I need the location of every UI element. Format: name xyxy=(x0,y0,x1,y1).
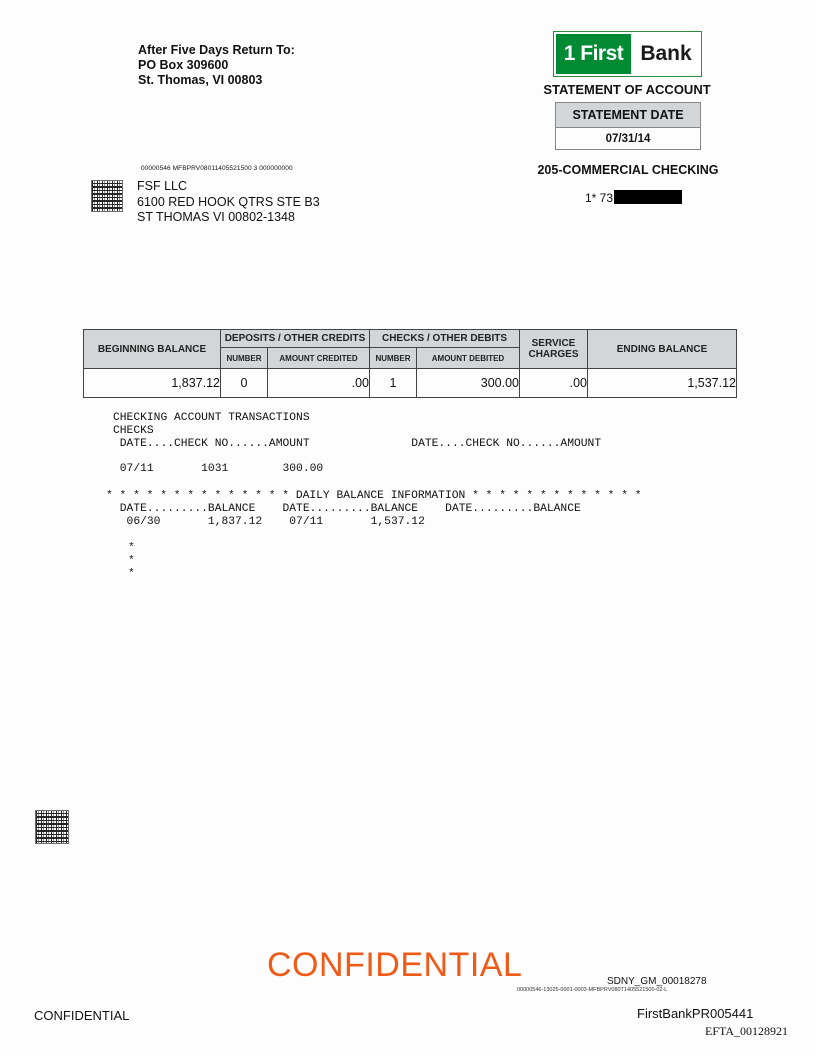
statement-date-label: STATEMENT DATE xyxy=(556,103,700,128)
first-bank-logo xyxy=(553,31,702,77)
confidential-label: CONFIDENTIAL xyxy=(34,1008,130,1023)
account-type: 205-COMMERCIAL CHECKING xyxy=(537,163,719,177)
addressee-name: FSF LLC xyxy=(137,179,188,193)
daily-balance-banner: * * * * * * * * * * * * * * DAILY BALANCE INFORMATION * * * * * * * * * * * * * xyxy=(106,490,642,502)
efta-number: EFTA_00128921 xyxy=(705,1024,789,1038)
confidential-stamp: CONFIDENTIAL xyxy=(267,946,523,984)
amount-debited-value: 300.00 xyxy=(417,369,520,398)
return-address-line: St. Thomas, VI 00803 xyxy=(138,73,263,87)
header-deposits: DEPOSITS / OTHER CREDITS xyxy=(221,330,370,348)
statement-title: STATEMENT OF ACCOUNT xyxy=(543,82,711,97)
daily-balance-row: 06/30 1,837.12 07/11 1,537.12 xyxy=(113,516,425,528)
qr-code-icon xyxy=(35,810,69,844)
bates-number: FirstBankPR005441 xyxy=(637,1006,754,1021)
account-number xyxy=(585,190,682,205)
return-address-line: PO Box 309600 xyxy=(138,58,229,72)
deposits-number-value: 0 xyxy=(221,369,268,398)
trailing-mark: * xyxy=(128,542,135,554)
addressee-block xyxy=(137,179,320,226)
daily-balance-header: DATE.........BALANCE DATE.........BALANCE DATE.........BALANCE xyxy=(113,503,581,515)
header-ending-balance: ENDING BALANCE xyxy=(588,330,737,369)
account-number-prefix: 1* 73 xyxy=(585,191,614,205)
header-service-charges xyxy=(520,330,588,369)
barcode-text: 00000546-13025-0001-0003-MFBPRV080T1405521500-02-L xyxy=(517,987,668,993)
header-amount-credited: AMOUNT CREDITED xyxy=(268,348,370,369)
account-summary-table xyxy=(83,329,737,398)
trailing-mark: * xyxy=(128,555,135,567)
trailing-mark: * xyxy=(128,568,135,580)
return-address-line: After Five Days Return To: xyxy=(138,43,295,57)
check-row: 07/11 1031 300.00 xyxy=(113,463,324,475)
checks-header: DATE....CHECK NO......AMOUNT DATE....CHECK NO......AMOUNT xyxy=(113,438,602,450)
header-amount-debited: AMOUNT DEBITED xyxy=(417,348,520,369)
qr-code-icon xyxy=(91,180,123,212)
header-service-text: SERVICE xyxy=(531,338,576,349)
addressee-city: ST THOMAS VI 00802-1348 xyxy=(137,210,295,224)
service-charges-value: .00 xyxy=(520,369,588,398)
header-checks-number: NUMBER xyxy=(370,348,417,369)
logo-first-text: 1 First xyxy=(556,34,631,74)
beginning-balance-value: 1,837.12 xyxy=(84,369,221,398)
redaction-block xyxy=(614,190,682,204)
statement-date-box xyxy=(555,102,701,150)
amount-credited-value: .00 xyxy=(268,369,370,398)
logo-bank-text: Bank xyxy=(640,42,692,65)
header-deposits-number: NUMBER xyxy=(221,348,268,369)
checks-number-value: 1 xyxy=(370,369,417,398)
return-address xyxy=(138,43,295,88)
ending-balance-value: 1,537.12 xyxy=(588,369,737,398)
transactions-title: CHECKING ACCOUNT TRANSACTIONS xyxy=(113,412,310,424)
sdny-number: SDNY_GM_00018278 xyxy=(607,976,707,987)
header-beginning-balance: BEGINNING BALANCE xyxy=(84,330,221,369)
checks-label: CHECKS xyxy=(113,425,154,437)
mail-code: 00000546 MFBPRV08011405521500 3 000000000 xyxy=(141,165,293,172)
header-charges-text: CHARGES xyxy=(528,349,579,360)
statement-date-value: 07/31/14 xyxy=(605,133,651,145)
header-checks: CHECKS / OTHER DEBITS xyxy=(370,330,520,348)
addressee-street: 6100 RED HOOK QTRS STE B3 xyxy=(137,194,320,209)
summary-values-row xyxy=(84,369,737,398)
